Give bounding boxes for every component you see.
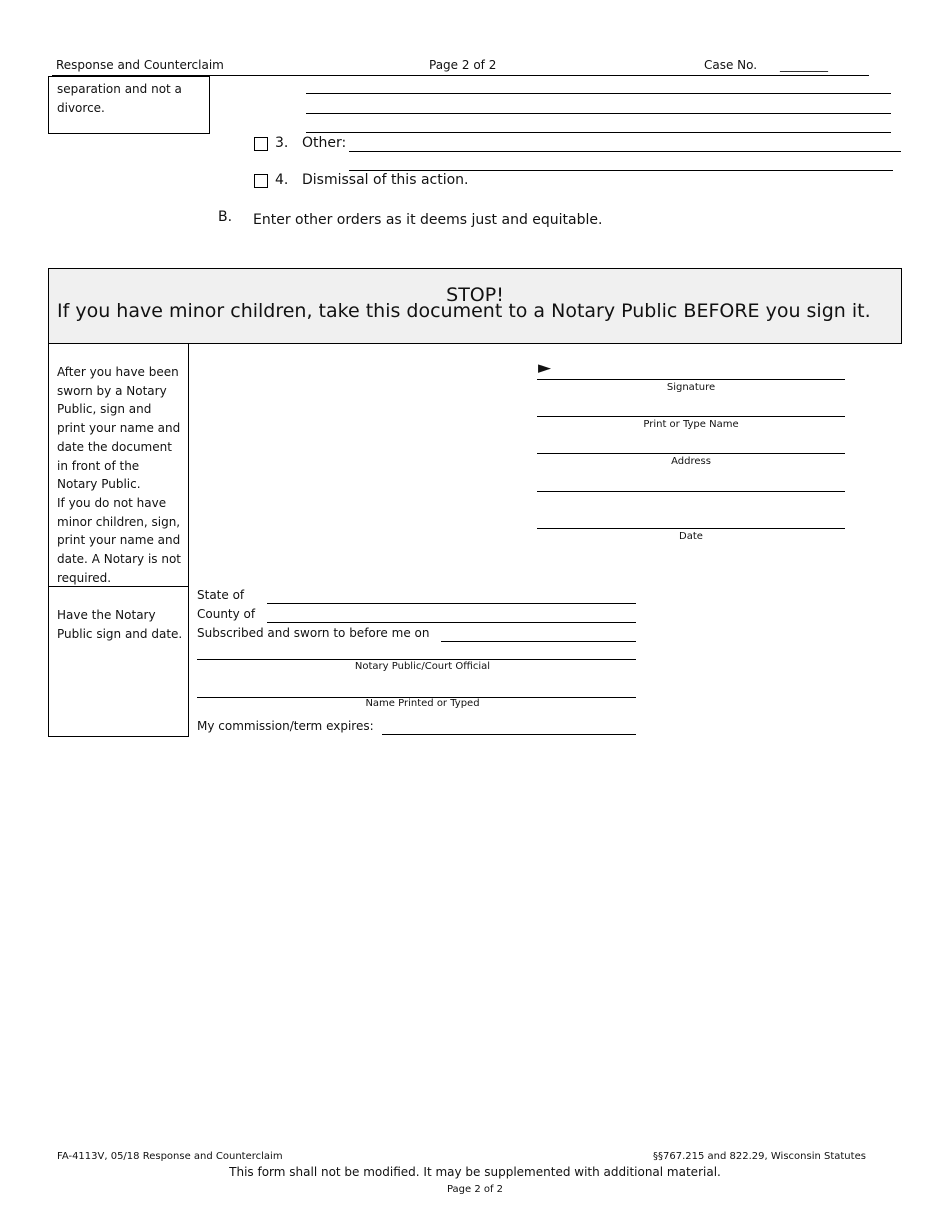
item-3-number: 3. [275, 135, 289, 151]
item-3-label: Other: [302, 135, 347, 151]
stop-title: STOP! [446, 284, 504, 306]
carryover-box [48, 76, 210, 134]
fill-line[interactable] [306, 132, 891, 133]
date-caption: Date [679, 531, 703, 542]
address-caption: Address [671, 456, 711, 467]
signature-line[interactable] [537, 379, 845, 380]
stop-box [48, 268, 902, 344]
sign-instructions: After you have been sworn by a Notary Public, sign and print your name and date the document in front of the Notary Public. [57, 365, 181, 492]
carryover-text: separation and not a divorce. [57, 82, 182, 115]
dismissal-checkbox[interactable] [254, 174, 268, 188]
header-page-number: Page 2 of 2 [429, 58, 497, 72]
subscribed-date-line[interactable] [441, 641, 636, 642]
header-case-label: Case No. [704, 58, 758, 72]
other-checkbox[interactable] [254, 137, 268, 151]
state-input-line[interactable] [267, 603, 636, 604]
item-4-label: Dismissal of this action. [302, 172, 469, 188]
date-line[interactable] [537, 528, 845, 529]
footer-statutes: §§767.215 and 822.29, Wisconsin Statutes [653, 1151, 866, 1162]
footer-page-number: Page 2 of 2 [446, 1184, 504, 1195]
state-label: State of [197, 588, 245, 602]
notary-signature-line[interactable] [197, 659, 636, 660]
item-b-letter: B. [218, 209, 233, 225]
other-input-line[interactable] [349, 151, 901, 152]
no-children-instructions: If you do not have minor children, sign, print your name and date. A Notary is not required. [57, 496, 181, 585]
signature-caption: Signature [666, 382, 716, 393]
notary-official-caption: Notary Public/Court Official [354, 661, 491, 672]
commission-label: My commission/term expires: [197, 719, 374, 733]
fill-line[interactable] [306, 93, 891, 94]
address-line[interactable] [537, 453, 845, 454]
subscribed-label: Subscribed and sworn to before me on [197, 626, 430, 640]
county-input-line[interactable] [267, 622, 636, 623]
fill-line[interactable] [306, 113, 891, 114]
print-name-line[interactable] [537, 416, 845, 417]
footer-form-id: FA-4113V, 05/18 Response and Counterclaim [57, 1151, 283, 1162]
item-4-number: 4. [275, 172, 289, 188]
notary-instructions: Have the Notary Public sign and date. [57, 608, 183, 641]
other-input-line-2[interactable] [349, 170, 893, 171]
footer-notice: This form shall not be modified. It may be supplemented with additional material. [229, 1165, 721, 1179]
commission-input-line[interactable] [382, 734, 636, 735]
header-form-title: Response and Counterclaim [56, 58, 224, 72]
county-label: County of [197, 607, 256, 621]
case-number-value[interactable]: ________ [780, 58, 828, 72]
item-b-text: Enter other orders as it deems just and equitable. [253, 212, 603, 228]
print-name-caption: Print or Type Name [643, 419, 739, 430]
notary-name-caption: Name Printed or Typed [365, 698, 480, 709]
address-line-2[interactable] [537, 491, 845, 492]
stop-message: If you have minor children, take this document to a Notary Public BEFORE you sign it. [57, 300, 871, 322]
signature-arrow-icon: ► [538, 358, 552, 378]
